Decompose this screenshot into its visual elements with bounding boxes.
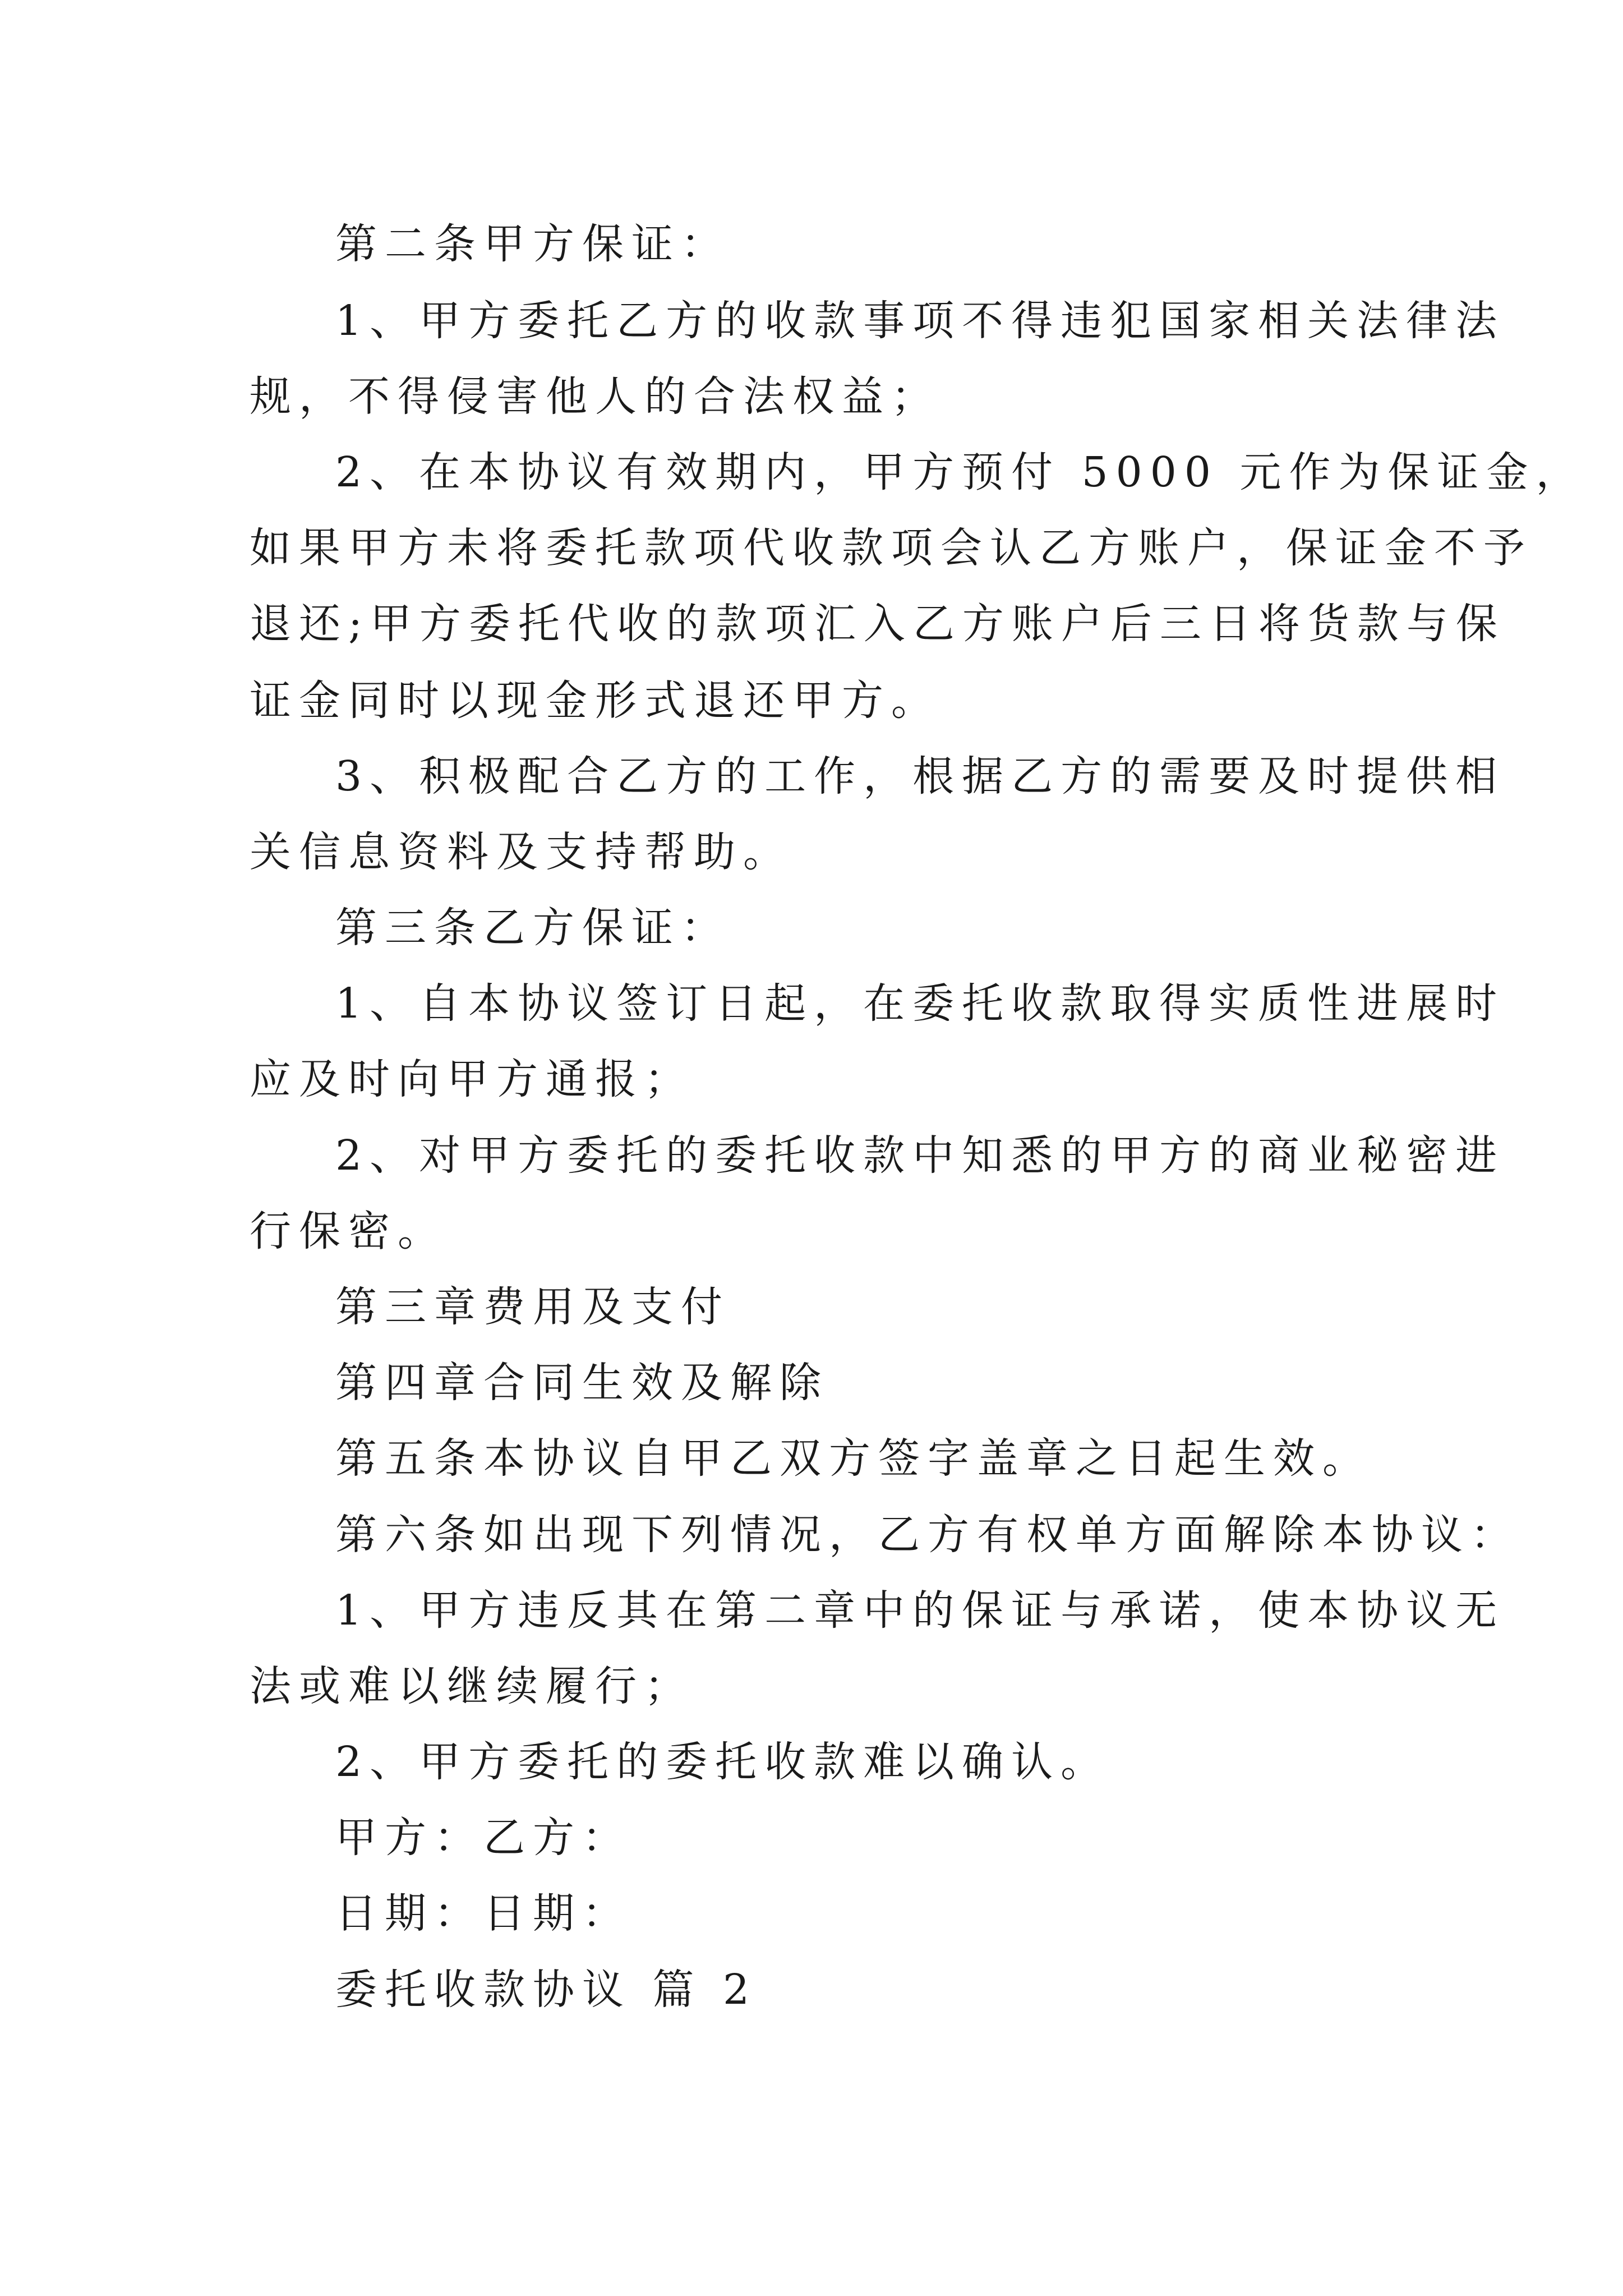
- article-6-item-2: 2、甲方委托的委托收款难以确认。: [335, 1738, 1110, 1786]
- article-3-item-2-line-1: 2、对甲方委托的委托收款中知悉的甲方的商业秘密进: [335, 1131, 1505, 1180]
- article-6-item-1-line-2: 法或难以继续履行；: [250, 1662, 694, 1710]
- article-3-item-1-line-2: 应及时向甲方通报；: [250, 1055, 694, 1103]
- article-2-item-2-line-1: 2、在本协议有效期内，甲方预付 5000 元作为保证金，: [335, 448, 1585, 496]
- article-2-item-2-line-4: 证金同时以现金形式退还甲方。: [250, 677, 940, 725]
- article-2-item-2-line-3: 退还;甲方委托代收的款项汇入乙方账户后三日将货款与保: [250, 600, 1505, 648]
- article-3-heading: 第三条乙方保证：: [335, 904, 730, 952]
- section-title-part-2: 委托收款协议 篇 2: [335, 1966, 758, 2014]
- signature-parties-line: 甲方：乙方：: [335, 1814, 631, 1862]
- article-6-text: 第六条如出现下列情况，乙方有权单方面解除本协议：: [335, 1511, 1520, 1559]
- article-2-item-1-line-1: 1、甲方委托乙方的收款事项不得违犯国家相关法律法: [335, 297, 1505, 345]
- chapter-3-heading: 第三章费用及支付: [335, 1283, 730, 1331]
- article-5-text: 第五条本协议自甲乙双方签字盖章之日起生效。: [335, 1434, 1372, 1483]
- article-2-item-1-line-2: 规，不得侵害他人的合法权益；: [250, 372, 940, 421]
- article-2-item-3-line-1: 3、积极配合乙方的工作，根据乙方的需要及时提供相: [335, 752, 1505, 800]
- article-6-item-1-line-1: 1、甲方违反其在第二章中的保证与承诺，使本协议无: [335, 1586, 1505, 1635]
- signature-date-line: 日期：日期：: [335, 1889, 631, 1938]
- article-3-item-2-line-2: 行保密。: [250, 1207, 447, 1255]
- chapter-4-heading: 第四章合同生效及解除: [335, 1359, 829, 1407]
- article-2-heading: 第二条甲方保证：: [335, 220, 730, 268]
- article-3-item-1-line-1: 1、自本协议签订日起，在委托收款取得实质性进展时: [335, 979, 1505, 1028]
- article-2-item-2-line-2: 如果甲方未将委托款项代收款项会认乙方账户，保证金不予: [250, 524, 1533, 572]
- article-2-item-3-line-2: 关信息资料及支持帮助。: [250, 828, 792, 876]
